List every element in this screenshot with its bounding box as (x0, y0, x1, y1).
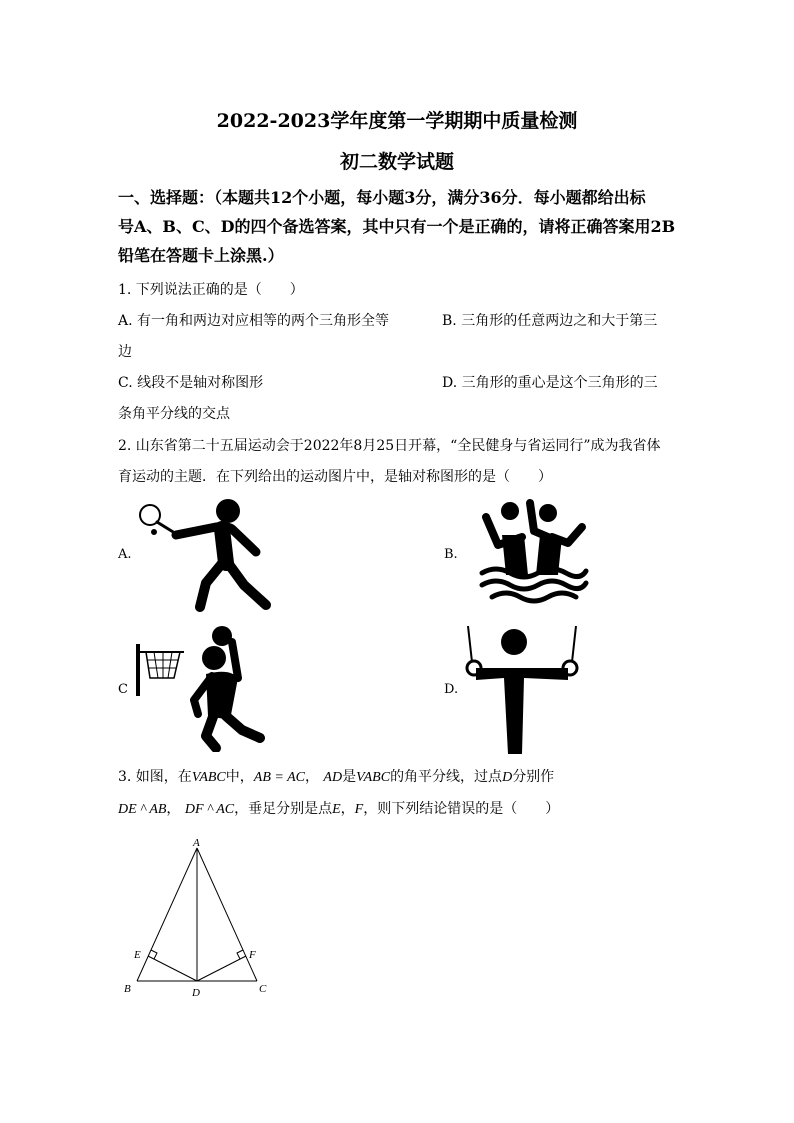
gymnastics-rings-icon (464, 626, 582, 756)
q3-triangle: VABC (356, 770, 391, 785)
vertex-b-label: B (124, 983, 131, 995)
q1-stem: 1. 下列说法正确的是（ ） (118, 282, 304, 298)
q3-text: 中， (225, 769, 254, 785)
q2-line-1: 2. 山东省第二十五届运动会于2022年8月25日开幕，“全民健身与省运同行”成为我省体 (118, 438, 661, 454)
q2-option-a-label: A. (118, 547, 132, 562)
q3-point-e: E (332, 802, 341, 817)
q1-option-b: B. 三角形的任意两边之和大于第三 (442, 313, 658, 329)
q1-option-b-continued: 边 (118, 344, 132, 360)
q3-text: ，则下列结论错误的是（ ） (363, 801, 560, 817)
q3-triangle: VABC (191, 770, 226, 785)
q2-line-2: 育运动的主题．在下列给出的运动图片中，是轴对称图形的是（ ） (118, 469, 552, 485)
q3-text: 是 (342, 769, 357, 785)
section-line-1: 一、选择题：（本题共12个小题，每小题3分，满分36分．每小题都给出标 (118, 188, 646, 207)
side-ab (137, 848, 197, 981)
q3-text: 分别作 (512, 769, 555, 785)
q3-segment-ad: AD (323, 770, 343, 785)
basketball-player-icon (134, 624, 266, 752)
q3-line-2 (118, 799, 559, 820)
vertex-c-label: C (259, 983, 267, 995)
exam-title: 2022-2023学年度第一学期期中质量检测 (216, 110, 578, 132)
synchronized-swimming-icon (478, 497, 590, 607)
q3-text: 的角平分线，过点 (390, 769, 503, 785)
q1-option-a: A. 有一角和两边对应相等的两个三角形全等 (118, 313, 390, 329)
q3-text: ，垂足分别是点 (234, 801, 333, 817)
q3-perp-df: DF ^ AC (184, 802, 235, 817)
q3-text: ， (340, 801, 355, 817)
section-line-2: 号A、B、C、D的四个备选答案，其中只有一个是正确的，请将正确答案用2B (118, 217, 676, 236)
exam-subtitle: 初二数学试题 (339, 151, 454, 173)
q1-option-c: C. 线段不是轴对称图形 (118, 375, 264, 391)
point-e-label: E (134, 949, 141, 961)
q1-option-d: D. 三角形的重心是这个三角形的三 (442, 375, 658, 391)
q3-text: 3. 如图，在 (118, 769, 192, 785)
section-instructions (118, 183, 718, 270)
q3-point-f: F (354, 802, 364, 817)
side-ac (197, 848, 257, 981)
segment-df (197, 956, 246, 981)
q2-option-d-label: D. (444, 682, 459, 697)
segment-de (148, 956, 197, 981)
triangle-figure (118, 834, 278, 1002)
q3-text: ， (166, 801, 181, 817)
q2-option-c-label: C (118, 682, 128, 697)
point-f-label: F (249, 949, 256, 961)
q1-option-d-continued: 条角平分线的交点 (118, 406, 230, 422)
q3-text: ， (304, 769, 319, 785)
tennis-player-icon (136, 497, 276, 612)
section-line-3: 铅笔在答题卡上涂黑.） (118, 246, 284, 265)
q3-equation: AB = AC (253, 770, 305, 785)
q3-line-1 (118, 767, 554, 788)
vertex-a-label: A (193, 837, 200, 849)
q2-option-b-label: B. (444, 547, 458, 562)
q3-perp-de: DE ^ AB (118, 802, 167, 817)
q3-point-d: D (502, 770, 513, 785)
point-d-label: D (192, 987, 200, 999)
